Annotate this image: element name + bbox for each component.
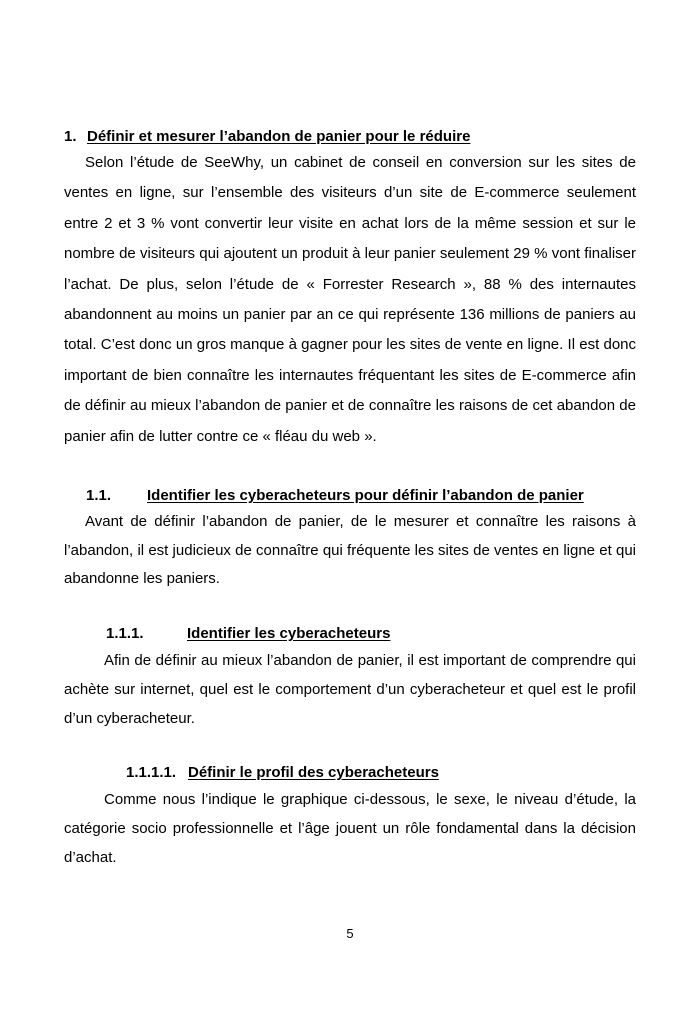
section-1-1-body: Avant de définir l’abandon de panier, de le mesurer et connaître les raisons à l’abandon, il est judicieux de connaître qui fréquente les sites de ventes en ligne et qui abandonne les paniers.: [64, 513, 636, 588]
page-number: 5: [346, 926, 354, 941]
section-1-body: Selon l’étude de SeeWhy, un cabinet de conseil en conversion sur les sites de ventes en ligne, sur l’ensemble des visiteurs d’un site de E-commerce seulement entre 2 et 3 % vont convertir leur visite en achat lors de la même session et sur le nombre de visiteurs qui ajoutent un produit à leur panier seulement 29 % vont finaliser l’achat. De plus, selon l’étude de « Forrester Research », 88 % des internautes abandonnent au moins un panier par an ce qui représente 136 millions de paniers au total. C’est donc un gros manque à gagner pour les sites de vente en ligne. Il est donc important de bien connaître les internautes fréquentant les sites de E-commerce afin de définir au mieux l’abandon de panier et de connaître les raisons de cet abandon de panier afin de lutter contre ce « fléau du web ».: [64, 154, 636, 445]
section-1-1-1-title: Identifier les cyberacheteurs: [187, 625, 391, 642]
section-1-1-title: Identifier les cyberacheteurs pour définir l’abandon de panier: [147, 487, 584, 504]
section-1-1-1-1-heading: [126, 763, 439, 782]
section-1-1-1-1-title: Définir le profil des cyberacheteurs: [188, 764, 439, 781]
section-1-1-number: 1.1.: [86, 487, 112, 504]
section-1-1-paragraph: [64, 508, 636, 594]
section-1-paragraph: [64, 148, 636, 452]
section-1-1-1-heading: [106, 624, 390, 643]
section-1-1-1-1-body: Comme nous l’indique le graphique ci-dessous, le sexe, le niveau d’étude, la catégorie socio professionnelle et l’âge jouent un rôle fondamental dans la décision d’achat.: [64, 791, 636, 866]
section-1-1-1-1-paragraph: [64, 785, 636, 872]
section-1-1-heading: [86, 486, 584, 505]
section-1-heading: [64, 127, 470, 146]
section-1-1-1-1-number: 1.1.1.1.: [126, 764, 177, 781]
section-1-1-1-body: Afin de définir au mieux l’abandon de panier, il est important de comprendre qui achète sur internet, quel est le comportement d’un cyberacheteur et quel est le profil d’un cyberacheteur.: [64, 652, 636, 727]
section-1-1-1-number: 1.1.1.: [106, 625, 144, 642]
section-1-title: Définir et mesurer l’abandon de panier pour le réduire: [87, 128, 471, 145]
section-1-number: 1.: [64, 128, 77, 145]
section-1-1-1-paragraph: [64, 646, 636, 733]
